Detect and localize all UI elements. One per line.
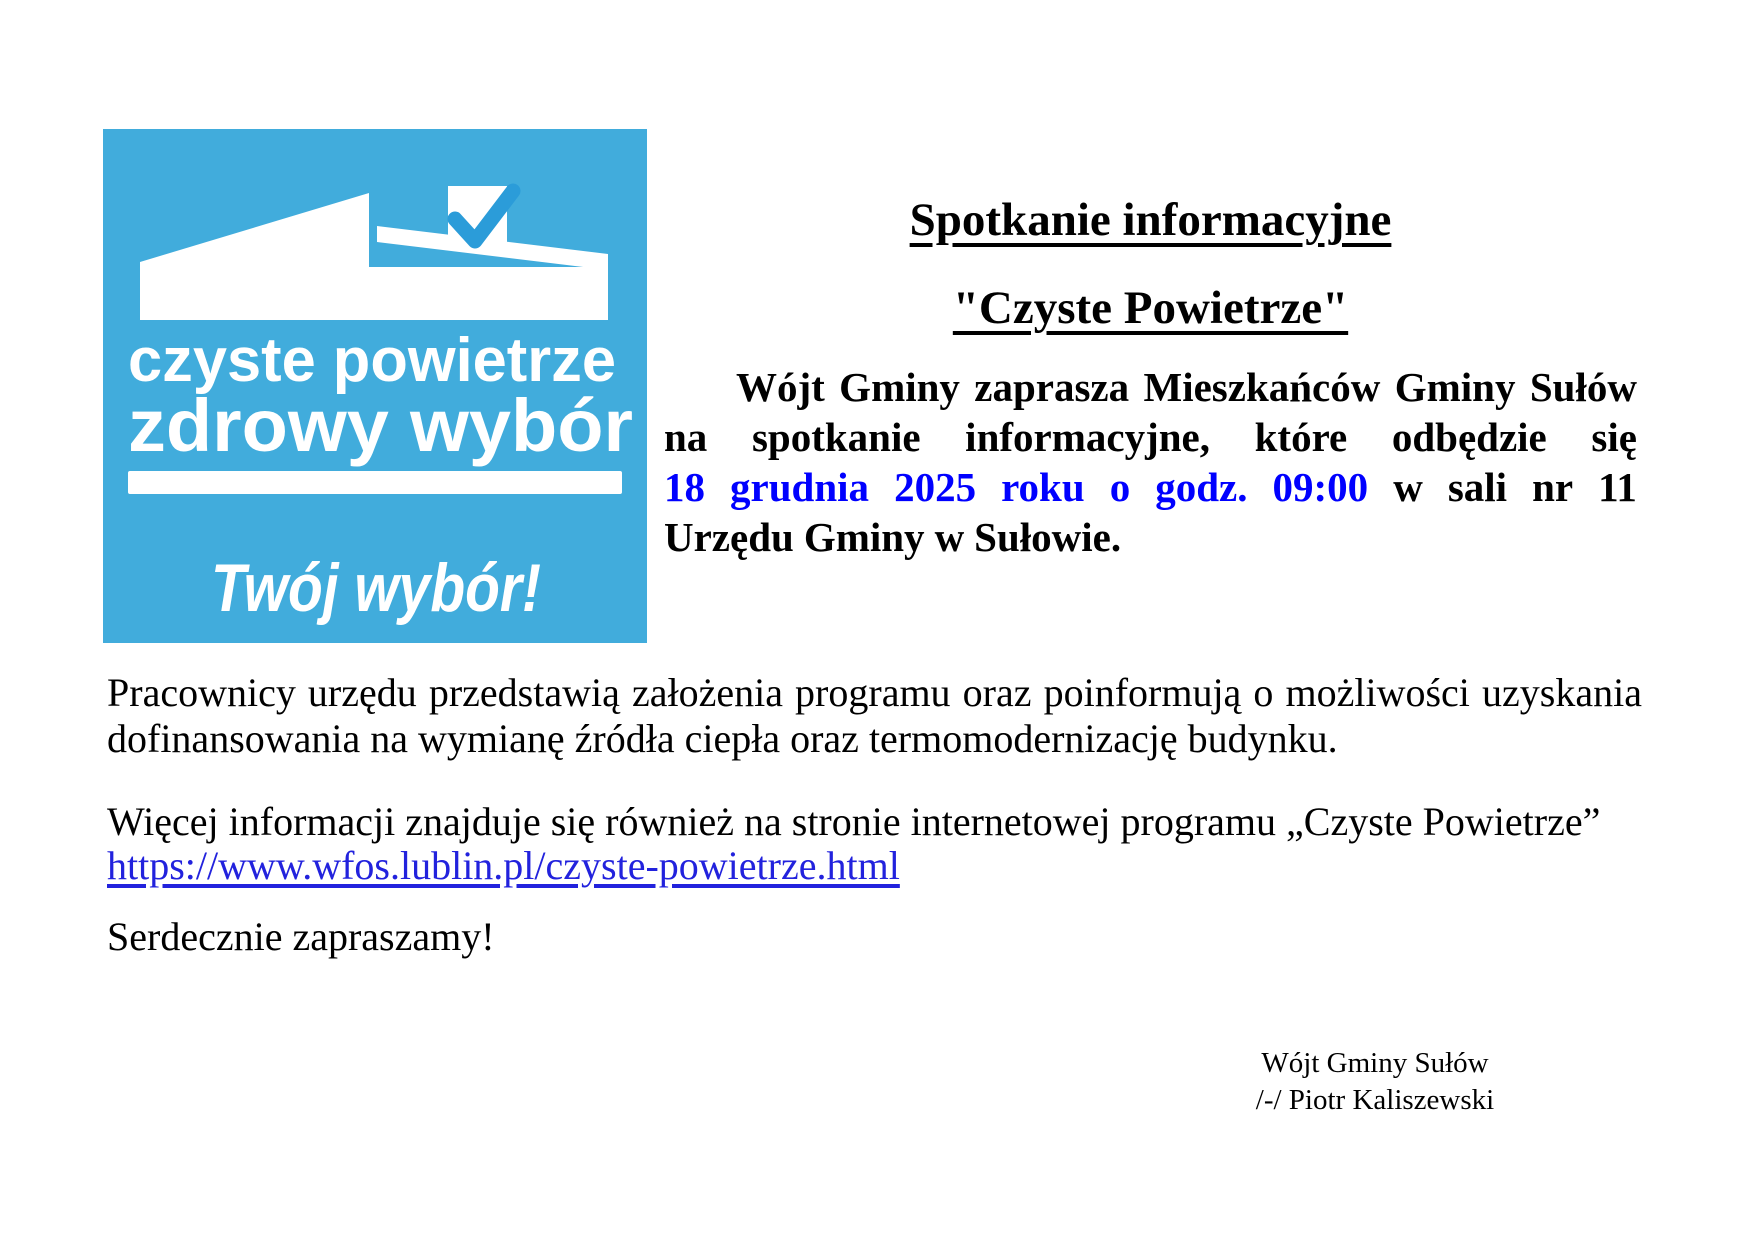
word: Wójt [736, 364, 825, 410]
text-line [664, 362, 1637, 412]
word: oraz [790, 716, 859, 761]
word: się [1591, 414, 1637, 460]
word: sali [1447, 464, 1508, 510]
word: informacyjne, [965, 414, 1210, 460]
word: programu [795, 670, 951, 715]
highlighted-word: 2025 [894, 464, 977, 510]
word: na [370, 716, 409, 761]
word: Urzędu [664, 514, 794, 560]
word: przedstawią [428, 670, 620, 715]
text-line [664, 462, 1637, 512]
highlighted-word: godz. [1155, 464, 1248, 510]
program-details-paragraph [107, 670, 1642, 762]
word: termomodernizację [868, 716, 1178, 761]
word: na [664, 414, 708, 460]
word: Sułów [1529, 364, 1637, 410]
word: w [934, 514, 965, 560]
more-info-text: Więcej informacji znajduje się również na stronie internetowej programu „Czyste Powietrze” [107, 799, 1601, 844]
word: spotkanie [751, 414, 921, 460]
word: budynku. [1187, 716, 1338, 761]
word: o [1253, 670, 1274, 715]
word: odbędzie [1391, 414, 1547, 460]
signature-block [1145, 1045, 1605, 1119]
word: Gminy [839, 364, 960, 410]
invitation-paragraph [664, 362, 1637, 562]
highlighted-word: 09:00 [1272, 464, 1369, 510]
word: dofinansowania [107, 716, 361, 761]
word: w [1393, 464, 1423, 510]
text-line [107, 670, 1642, 716]
word: oraz [962, 670, 1032, 715]
word: ciepła [684, 716, 781, 761]
logo-divider-bar [128, 471, 622, 494]
highlighted-word: roku [1001, 464, 1085, 510]
highlighted-word: 18 [664, 464, 705, 510]
website-link[interactable]: https://www.wfos.lublin.pl/czyste-powietrze.html [107, 843, 900, 888]
closing-text: Serdecznie zapraszamy! [107, 914, 495, 959]
logo-subtitle: zdrowy wybór [128, 384, 633, 467]
logo-title: czyste powietrze [128, 326, 616, 395]
word: wymianę [418, 716, 565, 761]
text-line [664, 412, 1637, 462]
highlighted-word: grudnia [730, 464, 870, 510]
text-line [107, 716, 1642, 762]
word: Gminy [1394, 364, 1516, 410]
word: zaprasza [974, 364, 1130, 410]
word: możliwości [1285, 670, 1470, 715]
word: 11 [1598, 464, 1637, 510]
word: nr [1532, 464, 1574, 510]
word: źródła [574, 716, 675, 761]
word: uzyskania [1482, 670, 1642, 715]
word: poinformują [1043, 670, 1242, 715]
word: Pracownicy [107, 670, 296, 715]
highlighted-word: o [1109, 464, 1131, 510]
signature-role: Wójt Gminy Sułów [1261, 1047, 1489, 1079]
word: które [1254, 414, 1348, 460]
word: urzędu [307, 670, 417, 715]
czyste-powietrze-logo [103, 129, 647, 643]
word: Sułowie. [974, 514, 1122, 560]
word: Mieszkańców [1143, 364, 1381, 410]
word: założenia [631, 670, 783, 715]
signature-name: /-/ Piotr Kaliszewski [1255, 1084, 1495, 1116]
more-info-paragraph [107, 800, 1642, 888]
text-line [664, 512, 1637, 562]
meeting-title: Spotkanie informacyjne [909, 194, 1392, 246]
logo-tagline: Twój wybór! [211, 550, 541, 626]
program-title: "Czyste Powietrze" [952, 282, 1349, 334]
word: Gminy [803, 514, 925, 560]
